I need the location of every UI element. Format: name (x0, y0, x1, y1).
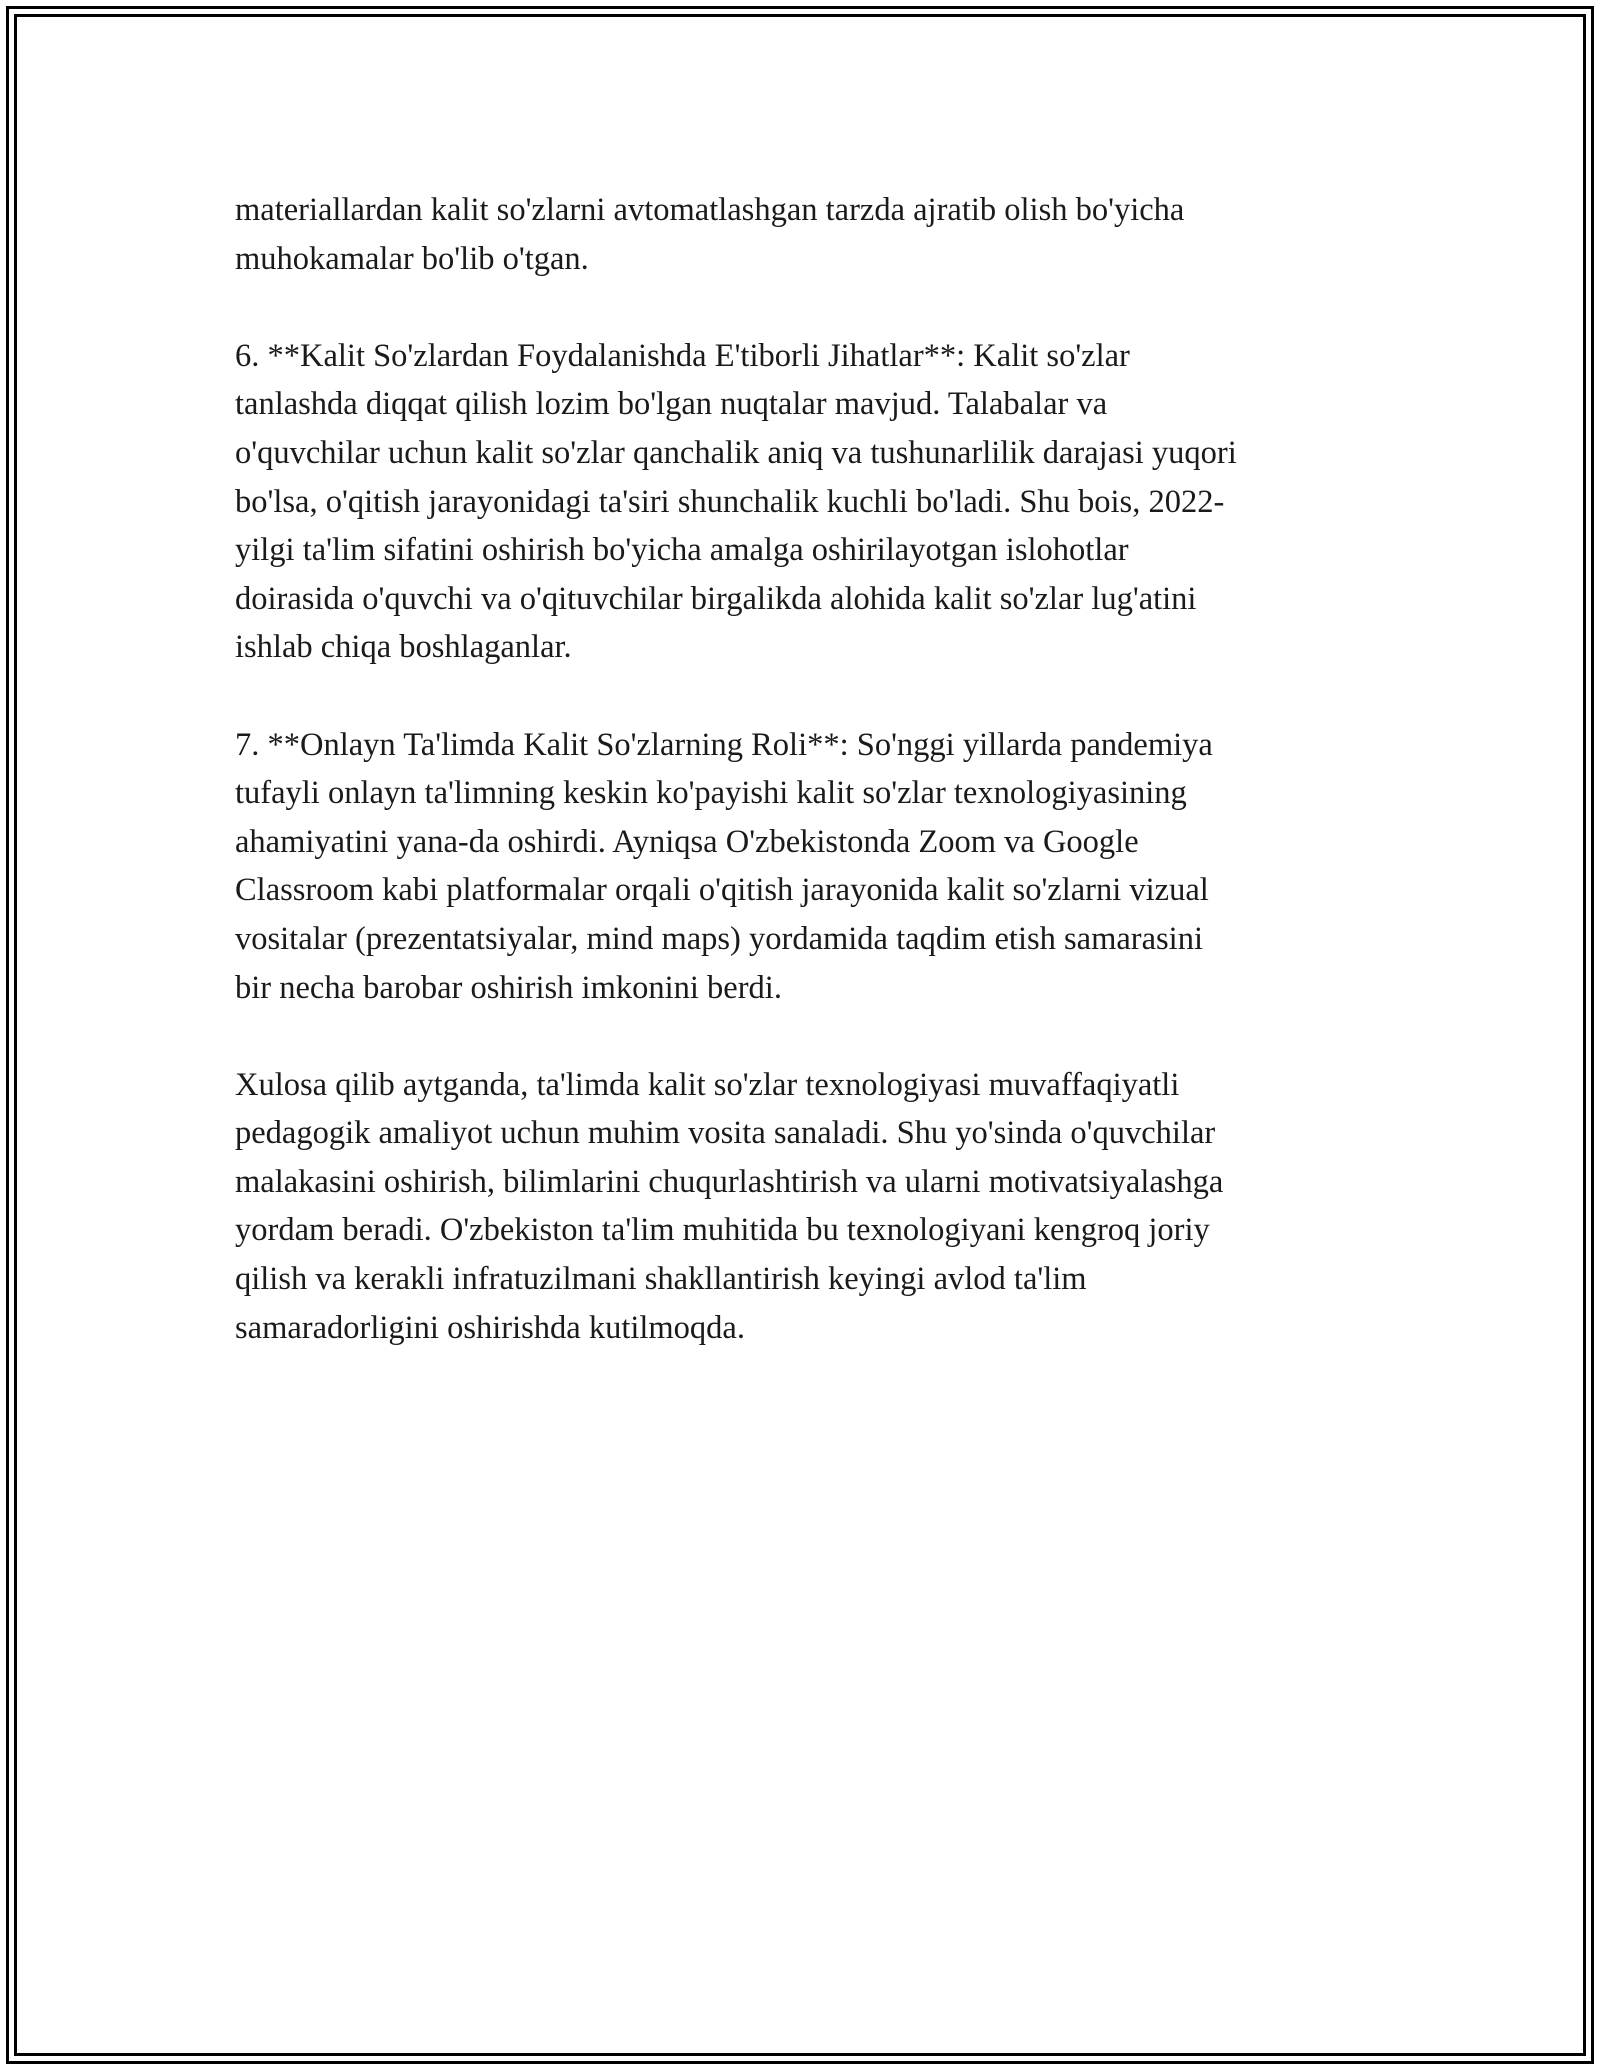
text-line: yordam beradi. O'zbekiston ta'lim muhitida bu texnologiyani kengroq joriy (235, 1212, 1210, 1249)
text-line: 6. **Kalit So'zlardan Foydalanishda E'tiborli Jihatlar**: Kalit so'zlar (235, 337, 1130, 374)
text-line: qilish va kerakli infratuzilmani shakllantirish keyingi avlod ta'lim (235, 1261, 1087, 1298)
text-line: materiallardan kalit so'zlarni avtomatlashgan tarzda ajratib olish bo'yicha (235, 192, 1185, 228)
paragraph-intro-continuation (235, 186, 1375, 283)
text-line: samaradorligini oshirishda kutilmoqda. (235, 1309, 745, 1346)
paragraph-item-6 (235, 332, 1375, 672)
text-line: malakasini oshirish, bilimlarini chuqurlashtirish va ularni motivatsiyalashga (235, 1163, 1224, 1200)
text-line: tanlashda diqqat qilish lozim bo'lgan nuqtalar mavjud. Talabalar va (235, 386, 1108, 423)
text-line: 7. **Onlayn Ta'limda Kalit So'zlarning Roli**: So'nggi yillarda pandemiya (235, 726, 1213, 763)
text-line: pedagogik amaliyot uchun muhim vosita sanaladi. Shu yo'sinda o'quvchilar (235, 1115, 1216, 1152)
text-line: vositalar (prezentatsiyalar, mind maps) yordamida taqdim etish samarasini (235, 920, 1203, 957)
text-line: ahamiyatini yana-da oshirdi. Ayniqsa O'zbekistonda Zoom va Google (235, 823, 1139, 860)
text-line: o'quvchilar uchun kalit so'zlar qanchalik aniq va tushunarlilik darajasi yuqori (235, 434, 1237, 471)
document-body (235, 186, 1375, 1401)
paragraph-item-7 (235, 721, 1375, 1013)
text-line: Classroom kabi platformalar orqali o'qitish jarayonida kalit so'zlarni vizual (235, 872, 1209, 909)
text-line: doirasida o'quvchi va o'qituvchilar birgalikda alohida kalit so'zlar lug'atini (235, 580, 1197, 617)
text-line: yilgi ta'lim sifatini oshirish bo'yicha amalga oshirilayotgan islohotlar (235, 532, 1129, 569)
text-line: bir necha barobar oshirish imkonini berdi. (235, 969, 782, 1006)
text-line: ishlab chiqa boshlaganlar. (235, 629, 572, 666)
text-line: tufayli onlayn ta'limning keskin ko'payishi kalit so'zlar texnologiyasining (235, 775, 1187, 812)
paragraph-conclusion (235, 1061, 1375, 1353)
text-line: Xulosa qilib aytganda, ta'limda kalit so'zlar texnologiyasi muvaffaqiyatli (235, 1066, 1180, 1103)
text-line: muhokamalar bo'lib o'tgan. (235, 240, 589, 277)
text-line: bo'lsa, o'qitish jarayonidagi ta'siri shunchalik kuchli bo'ladi. Shu bois, 2022- (235, 483, 1225, 520)
